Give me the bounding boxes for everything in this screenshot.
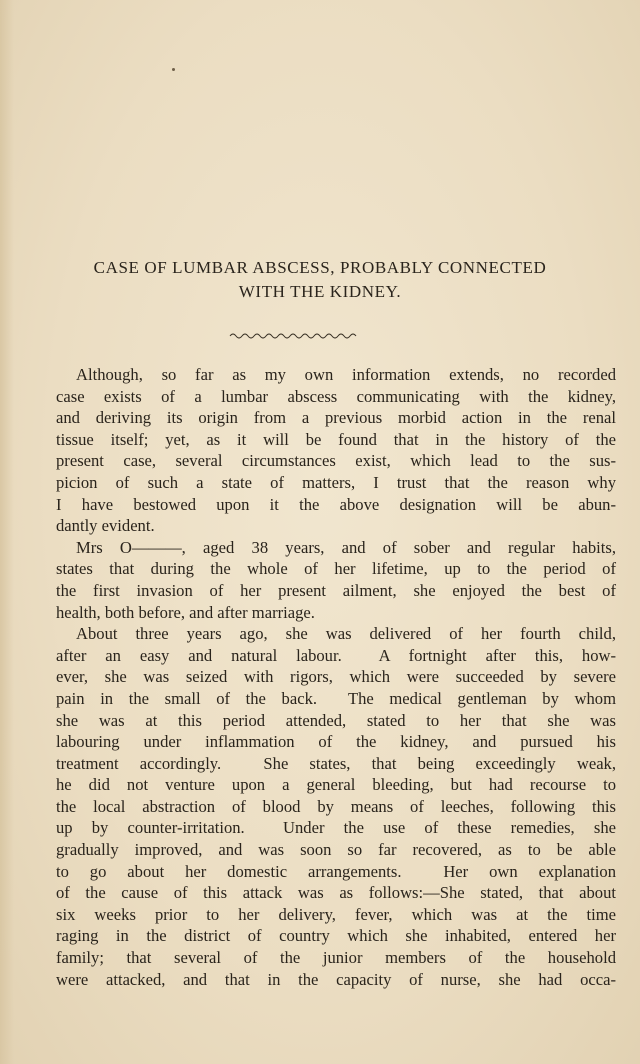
text-line: About three years ago, she was delivered of her fourth child, bbox=[76, 624, 616, 644]
text-line: labouring under inflammation of the kidney, and pursued his bbox=[56, 732, 616, 752]
text-line: treatment accordingly. She states, that being exceedingly weak, bbox=[56, 753, 616, 773]
text-line: Mrs O———, aged 38 years, and of sober and regular habits, bbox=[76, 537, 616, 557]
text-line: ever, she was seized with rigors, which were succeeded by severe bbox=[56, 667, 616, 687]
text-line: I have bestowed upon it the above designation will be abun- bbox=[56, 494, 616, 514]
text-line: the first invasion of her present ailment, she enjoyed the best of bbox=[56, 580, 616, 600]
chapter-title-line-2: WITH THE KIDNEY. bbox=[238, 282, 402, 301]
text-line: she was at this period attended, stated to her that she was bbox=[56, 710, 616, 730]
text-line: were attacked, and that in the capacity of nurse, she had occa- bbox=[56, 969, 616, 989]
text-line: he did not venture upon a general bleeding, but had recourse to bbox=[56, 775, 616, 795]
text-line: Although, so far as my own information extends, no recorded bbox=[76, 365, 616, 384]
text-line: tissue itself; yet, as it will be found that in the history of the bbox=[56, 429, 616, 449]
text-line: states that during the whole of her lifetime, up to the period of bbox=[56, 559, 616, 579]
text-line: the local abstraction of blood by means of leeches, following this bbox=[56, 796, 616, 816]
page-edge-shadow bbox=[0, 0, 14, 1064]
body-text bbox=[56, 364, 616, 990]
ink-speck bbox=[172, 68, 175, 71]
text-line: and deriving its origin from a previous morbid action in the renal bbox=[56, 408, 616, 428]
text-line: family; that several of the junior members of the household bbox=[56, 948, 616, 968]
chapter-title-line-1: CASE OF LUMBAR ABSCESS, PROBABLY CONNECTED bbox=[93, 258, 547, 277]
text-line: of the cause of this attack was as follows:—She stated, that about bbox=[56, 883, 616, 903]
text-line: gradually improved, and was soon so far recovered, as to be able bbox=[56, 840, 616, 860]
text-line: to go about her domestic arrangements. Her own explanation bbox=[56, 861, 616, 881]
text-line: case exists of a lumbar abscess communicating with the kidney, bbox=[56, 386, 616, 406]
wavy-rule-ornament bbox=[228, 330, 358, 340]
text-line: six weeks prior to her delivery, fever, which was at the time bbox=[56, 904, 616, 924]
text-line: health, both before, and after marriage. bbox=[56, 602, 315, 622]
text-line: present case, several circumstances exist, which lead to the sus- bbox=[56, 451, 616, 471]
text-line: picion of such a state of matters, I trust that the reason why bbox=[56, 472, 616, 492]
text-line: after an easy and natural labour. A fortnight after this, how- bbox=[56, 645, 616, 665]
text-line: dantly evident. bbox=[56, 516, 155, 536]
text-line: pain in the small of the back. The medical gentleman by whom bbox=[56, 688, 616, 708]
text-line: up by counter-irritation. Under the use of these remedies, she bbox=[56, 818, 616, 838]
text-line: raging in the district of country which she inhabited, entered her bbox=[56, 926, 616, 946]
